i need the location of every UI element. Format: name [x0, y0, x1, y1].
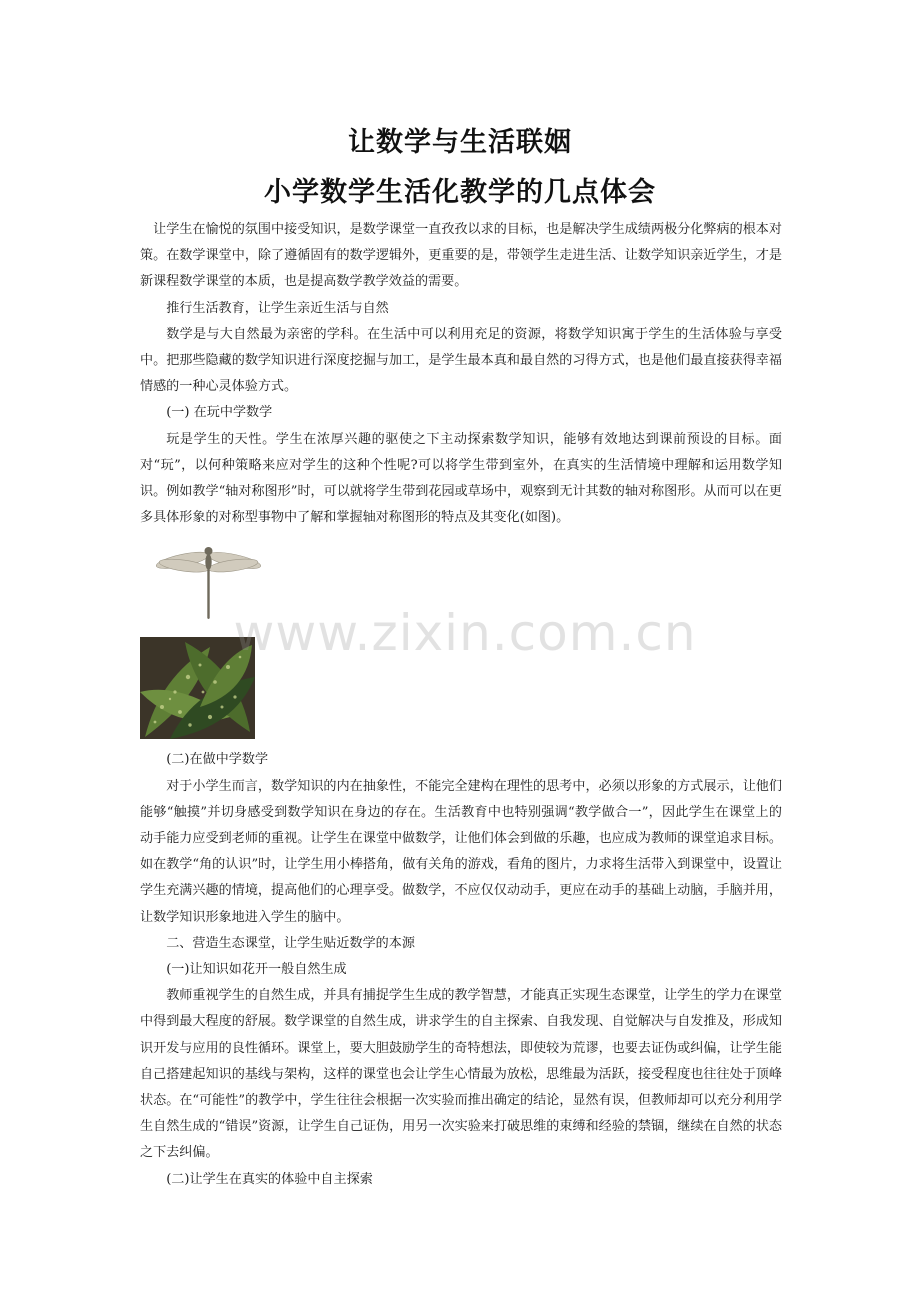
- paragraph: 让学生在愉悦的氛围中接受知识，是数学课堂一直孜孜以求的目标，也是解决学生成绩两极分化弊病的根本对策。在数学课堂中，除了遵循固有的数学逻辑外，更重要的是，带领学生走进生活、让数学知识亲近学生，才是新课程数学课堂的本质，也是提高数学教学效益的需要。: [140, 222, 782, 290]
- section-heading: 推行生活教育，让学生亲近生活与自然: [166, 300, 389, 316]
- subsection-heading: (二)让学生在真实的体验中自主探索: [166, 1171, 373, 1187]
- subsection-heading: (一)让知识如花开一般自然生成: [166, 962, 347, 978]
- leaf-image: [140, 633, 782, 747]
- dragonfly-image: [140, 541, 782, 633]
- subsection-heading: (一) 在玩中学数学: [166, 405, 273, 421]
- section-heading: 二、营造生态课堂，让学生贴近数学的本源: [166, 935, 415, 951]
- paragraph: 教师重视学生的自然生成，并具有捕捉学生生成的教学智慧，才能真正实现生态课堂，让学生的学力在课堂中得到最大程度的舒展。数学课堂的自然生成，讲求学生的自主探索、自我发现、自觉解决与自发推及，形成知识开发与应用的良性循环。课堂上，要大胆鼓励学生的奇特想法，即使较为荒谬，也要去证伪或纠偏，让学生能自己搭建起知识的基线与架构，这样的课堂也会让学生心情最为放松，思维最为活跃，接受程度也往往处于顶峰状态。在“可能性”的教学中，学生往往会根据一次实验而推出确定的结论，显然有误，但教师却可以充分利用学生自然生成的“错误”资源，让学生自己证伪，用另一次实验来打破思维的束缚和经验的禁锢，继续在自然的状态之下去纠偏。: [140, 988, 782, 1161]
- watermark-text: www.zixin.com.cn: [233, 604, 697, 662]
- document-subtitle: 小学数学生活化教学的几点体会: [264, 177, 656, 208]
- paragraph: 玩是学生的天性。学生在浓厚兴趣的驱使之下主动探索数学知识，能够有效地达到课前预设的目标。面对“玩”，以何种策略来应对学生的这种个性呢?可以将学生带到室外，在真实的生活情境中理解和运用数学知识。例如教学“轴对称图形”时，可以就将学生带到花园或草场中，观察到无计其数的轴对称图形。从而可以在更多具体形象的对称型事物中了解和掌握轴对称图形的特点及其变化(如图)。: [140, 431, 782, 526]
- paragraph: 对于小学生而言，数学知识的内在抽象性，不能完全建构在理性的思考中，必须以形象的方式展示，让他们能够“触摸”并切身感受到数学知识在身边的存在。生活教育中也特别强调“教学做合一”，因此学生在课堂上的动手能力应受到老师的重视。让学生在课堂中做数学，让他们体会到做的乐趣，也应成为教师的课堂追求目标。如在教学“角的认识”时，让学生用小棒搭角，做有关角的游戏，看角的图片，力求将生活带入到课堂中，设置让学生充满兴趣的情境，提高他们的心理享受。做数学，不应仅仅动动手，更应在动手的基础上动脑，手脑并用，让数学知识形象地进入学生的脑中。: [140, 778, 782, 925]
- paragraph: 数学是与大自然最为亲密的学科。在生活中可以利用充足的资源，将数学知识寓于学生的生活体验与享受中。把那些隐藏的数学知识进行深度挖掘与加工，是学生最本真和最自然的习得方式，也是他们最直接获得幸福情感的一种心灵体验方式。: [140, 326, 782, 395]
- subsection-heading: (二)在做中学数学: [166, 752, 269, 768]
- document-title: 让数学与生活联姻: [348, 127, 572, 158]
- document-body: [140, 217, 782, 1193]
